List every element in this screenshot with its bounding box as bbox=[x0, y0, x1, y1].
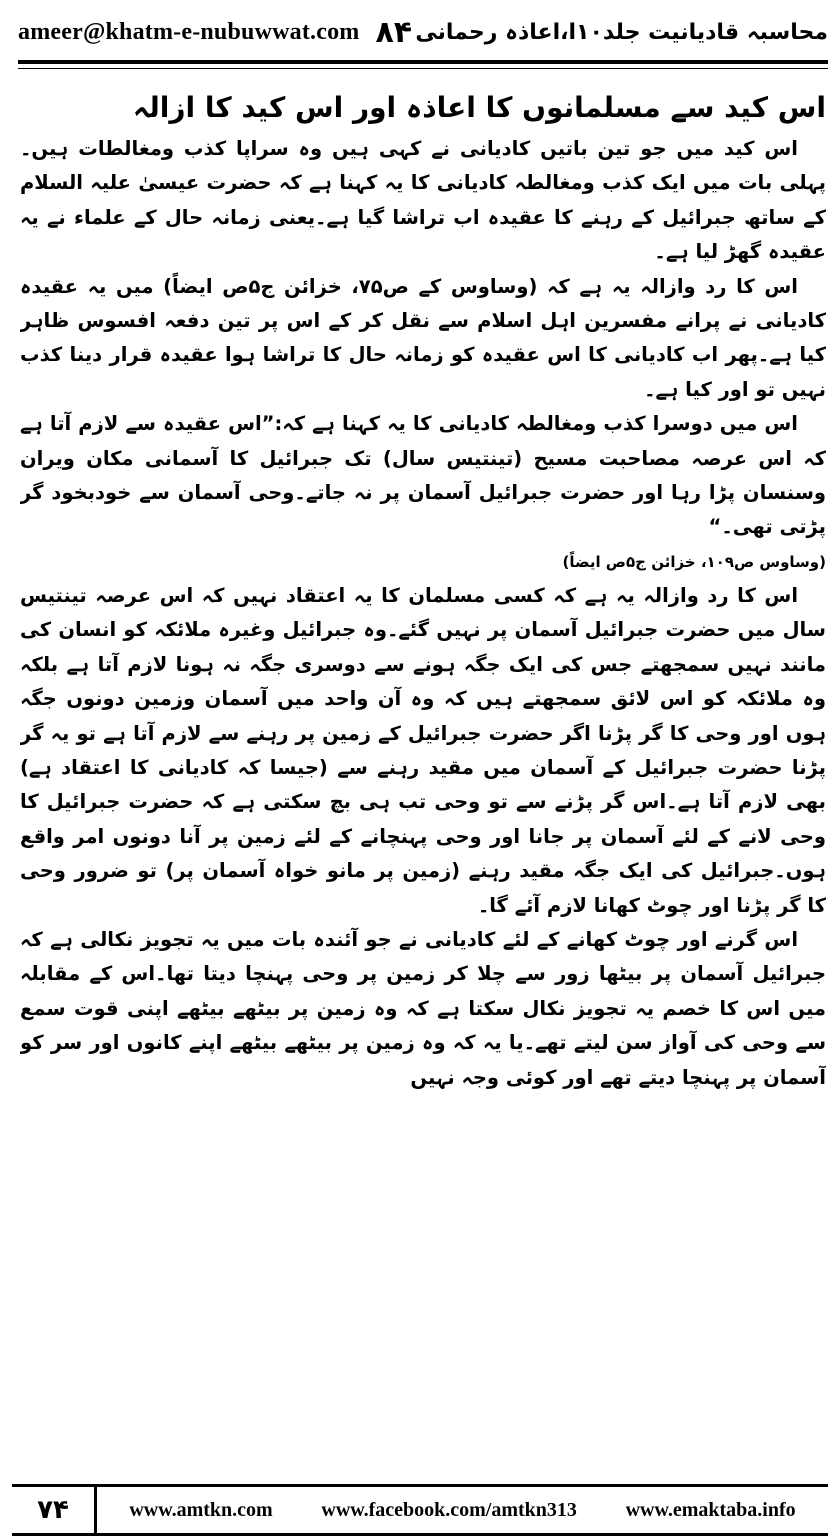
article-heading: اس کید سے مسلمانوں کا اعاذہ اور اس کید کا ازالہ bbox=[132, 91, 826, 124]
footer-links bbox=[97, 1499, 828, 1522]
header-left-group bbox=[18, 15, 412, 50]
header-book-title: محاسبہ قادیانیت جلد۱۰ا،اعاذہ رحمانی bbox=[415, 19, 828, 45]
header-rule-thin bbox=[18, 68, 828, 69]
paragraph: اس کا رد وازالہ یہ ہے کہ (وساوس کے ص۷۵، خزائن ج۵ص ایضاً) میں یہ عقیدہ کادیانی نے پرانے مفسرین اہل اسلام سے نقل کر کے اس پر تین دفعہ افسوس ظاہر کیا ہے۔پھر اب کادیانی کا اس عقیدہ کو زمانہ حال کا تراشا ہوا عقیدہ قرار دینا کذب نہیں تو اور کیا ہے۔ bbox=[20, 274, 826, 401]
page-header bbox=[18, 8, 828, 56]
footer-link-amtkn[interactable]: www.amtkn.com bbox=[129, 1498, 273, 1521]
paragraph: اس کا رد وازالہ یہ ہے کہ کسی مسلمان کا یہ اعتقاد نہیں کہ اس عرصہ تینتیس سال میں حضرت جبرائیل آسمان پر نہیں گئے۔وہ جبرائیل وغیرہ ملائکہ کو انسان کی مانند نہیں سمجھتے جس کی ایک جگہ ہونے سے دوسری جگہ نہ ہونا لازم آتا ہے بلکہ وہ ملائکہ کو اس لائق سمجھتے ہیں کہ وہ آن واحد میں آسمان وزمین دونوں جگہ ہوں اور وحی کا گر پڑنا اگر حضرت جبرائیل کے زمین پر رہنے سے لازم آتا ہے تو یہ گر پڑنا حضرت جبرائیل کے آسمان میں مقید رہنے سے (جیسا کہ کادیانی کا اعتقاد ہے) بھی لازم آتا ہے۔اس گر پڑنے سے تو وحی تب ہی بچ سکتی ہے کہ حضرت جبرائیل کا وحی لانے کے لئے آسمان پر جانا اور وحی پہنچانے کے لئے زمین پر آنا دونوں امر واقع ہوں۔جبرائیل کی ایک جگہ مقید رہنے (زمین پر مانو خواہ آسمان پر) تو ضرور وحی کا گر پڑنا اور چوٹ کھانا لازم آئے گا۔ bbox=[20, 583, 826, 917]
footer-page-number: ۷۴ bbox=[12, 1487, 97, 1533]
header-email[interactable]: ameer@khatm-e-nubuwwat.com bbox=[18, 18, 360, 45]
paragraph: اس کید میں جو تین باتیں کادیانی نے کہی ہیں وہ سراپا کذب ومغالطات ہیں۔پہلی بات میں ایک کذب ومغالطہ کادیانی کا یہ کہنا ہے کہ حضرت عیسیٰ علیہ السلام کے ساتھ جبرائیل کے رہنے کا عقیدہ اب تراشا گیا ہے۔یعنی زمانہ حال کے علماء نے یہ عقیدہ گھڑ لیا ہے۔ bbox=[20, 137, 826, 264]
footer-link-emaktaba[interactable]: www.emaktaba.info bbox=[625, 1498, 796, 1521]
page-footer bbox=[12, 1484, 828, 1536]
reference-citation: (وساوس ص۱۰۹، خزائن ج۵ص ایضاً) bbox=[562, 552, 826, 571]
header-rule-thick bbox=[18, 60, 828, 64]
paragraph-quote: اس میں دوسرا کذب ومغالطہ کادیانی کا یہ کہنا ہے کہ:”اس عقیدہ سے لازم آتا ہے کہ اس عرصہ مصاحبت مسیح (تینتیس سال) تک جبرائیل کا آسمانی مکان ویران وسنسان پڑا رہا اور حضرت جبرائیل آسمان پر نہ جاتے۔وحی آسمان سے خودبخود گر پڑتی تھی۔“ bbox=[20, 412, 826, 539]
footer-link-facebook[interactable]: www.facebook.com/amtkn313 bbox=[321, 1498, 577, 1521]
paragraph: اس گرنے اور چوٹ کھانے کے لئے کادیانی نے جو آئندہ بات میں یہ تجویز نکالی ہے کہ جبرائیل آسمان پر بیٹھا زور سے چلا کر زمین پر وحی پہنچا دیتا تھا۔اس کے مقابلہ میں اس کا خصم یہ تجویز نکال سکتا ہے کہ وہ زمین پر بیٹھے بیٹھے اپنی قوت سمع سے وحی کی آواز سن لیتے تھے۔یا یہ کہ وہ زمین پر بیٹھے بیٹھے اپنے کانوں اور سر کو آسمان پر پہنچا دیتے تھے اور کوئی وجہ نہیں bbox=[20, 927, 826, 1089]
article-body bbox=[20, 86, 826, 1462]
header-page-number: ۸۴ bbox=[375, 14, 413, 50]
